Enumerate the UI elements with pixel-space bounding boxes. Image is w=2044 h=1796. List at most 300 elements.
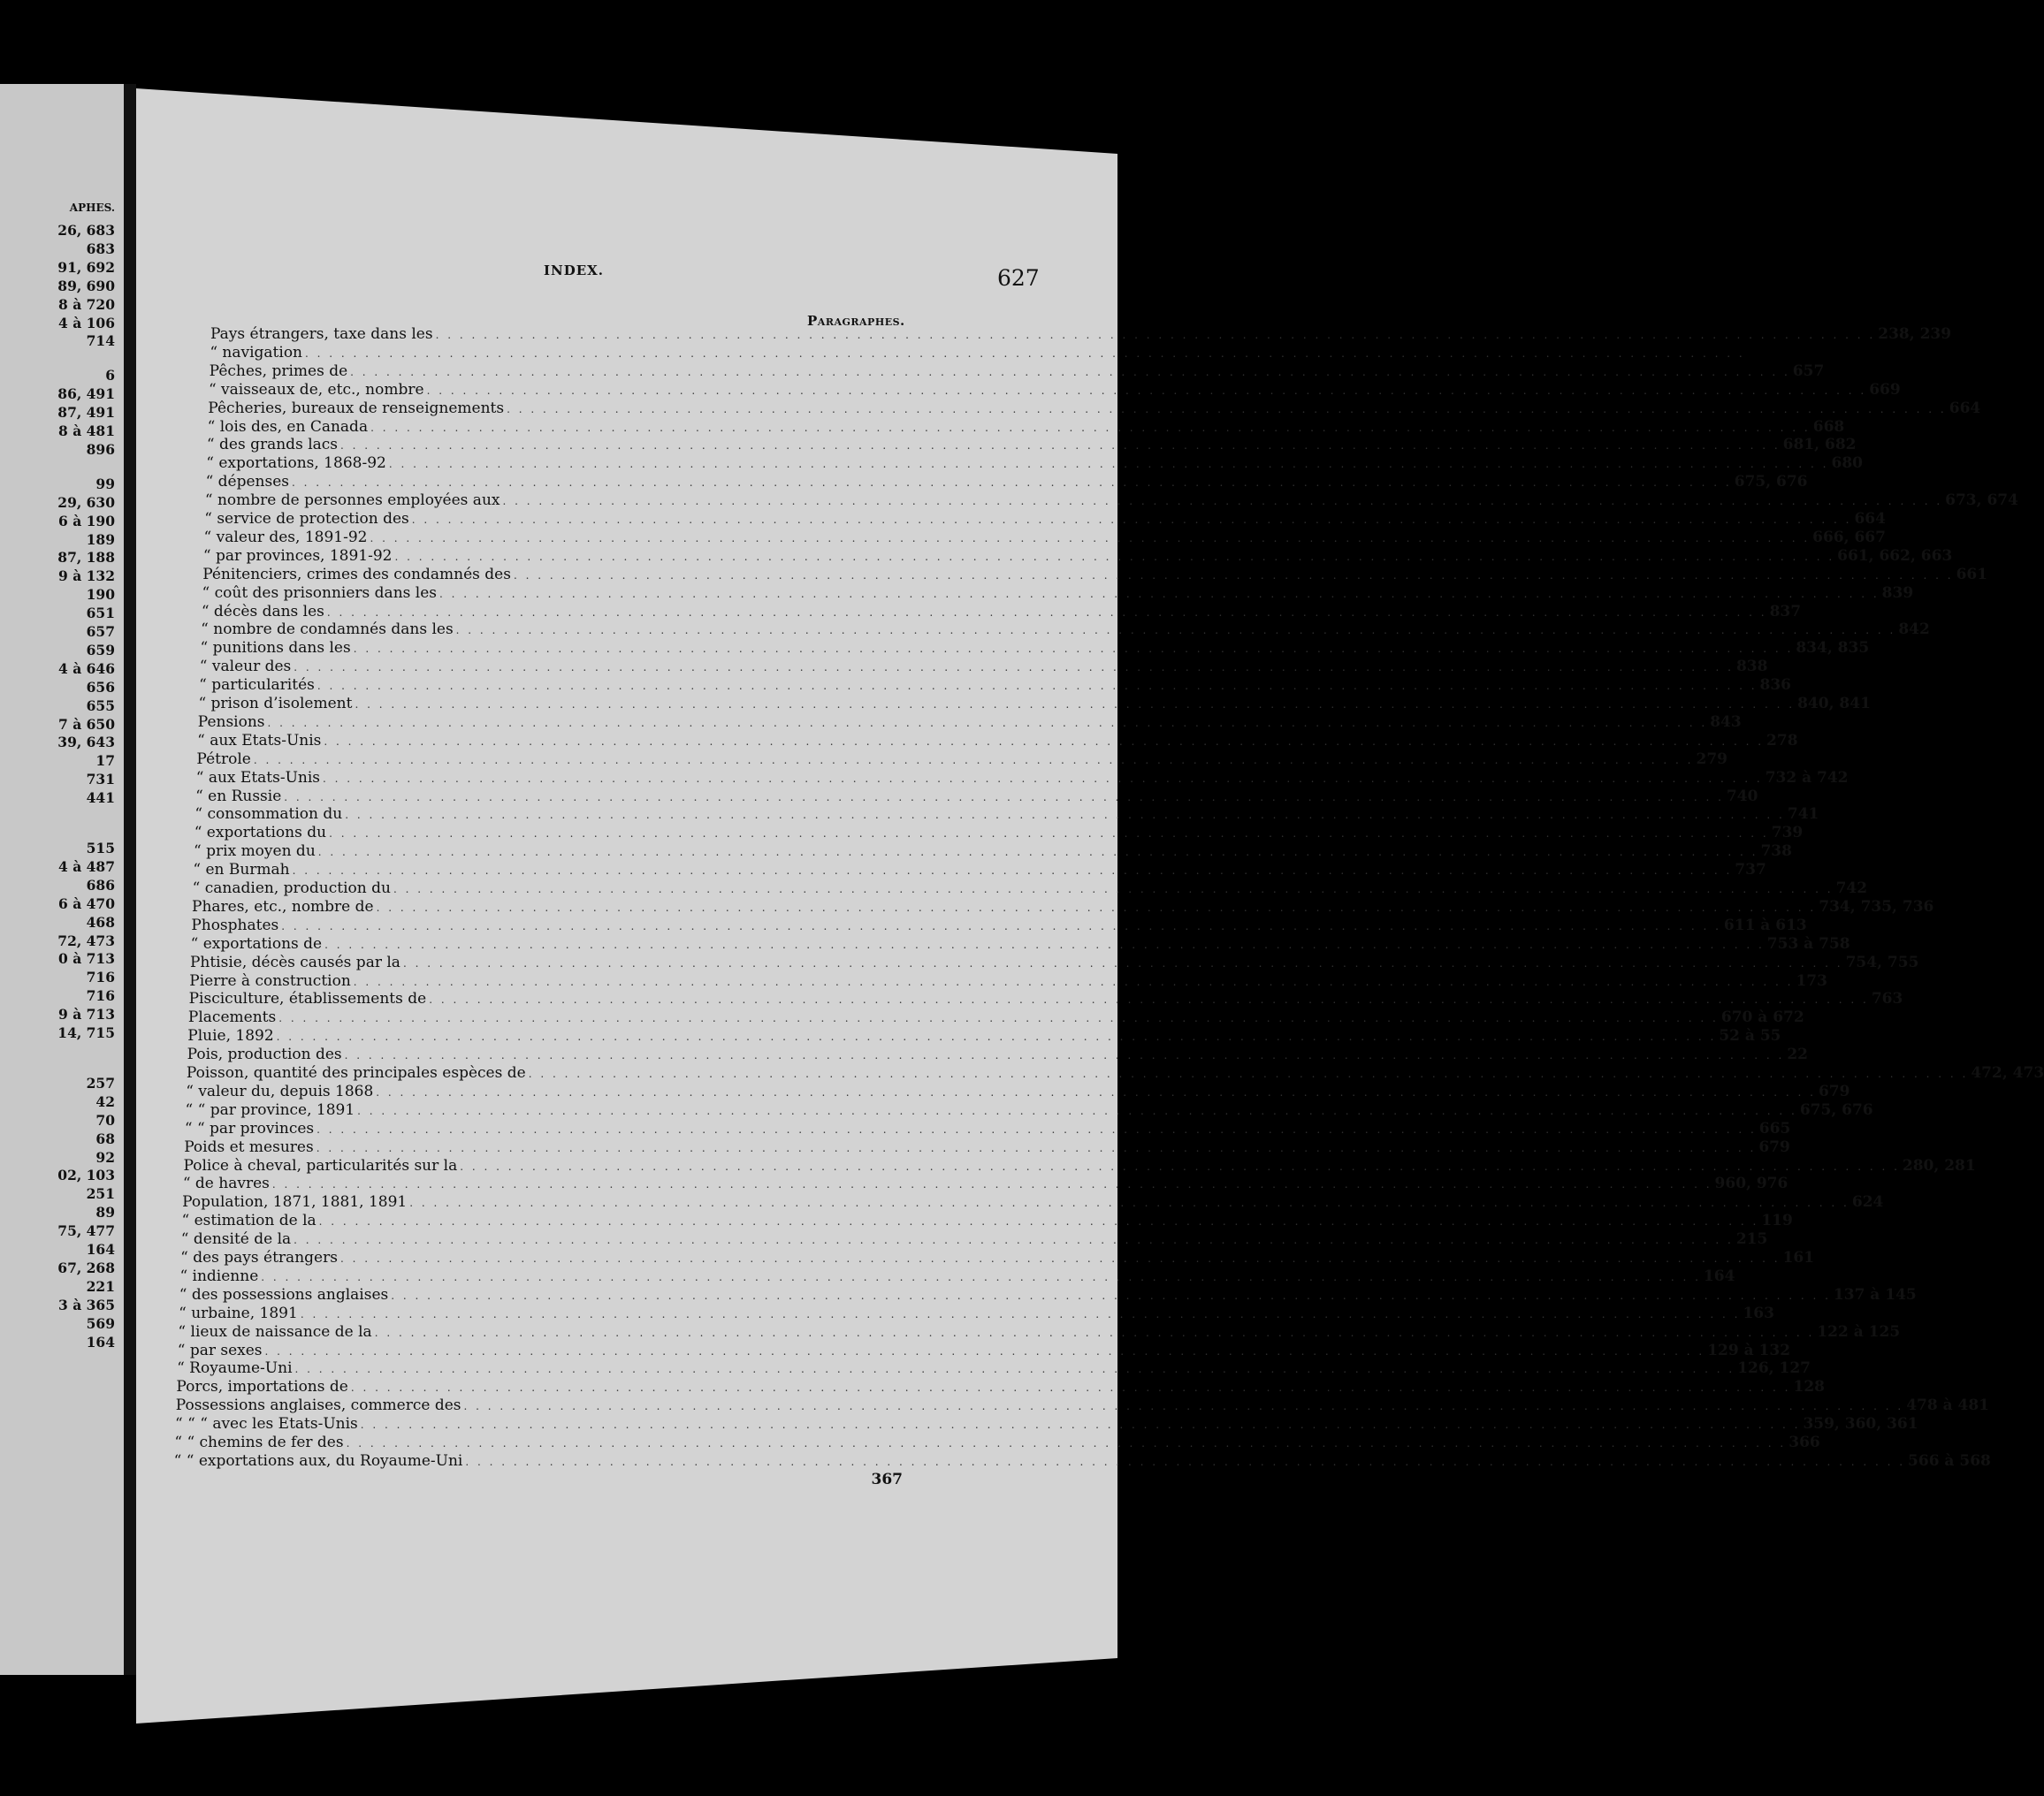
entry-text: “ urbaine, 1891 bbox=[179, 1304, 298, 1322]
entry-pages: 669 bbox=[1869, 380, 1901, 399]
index-entry bbox=[190, 934, 1850, 954]
entry-pages: 122 à 125 bbox=[1817, 1322, 1901, 1341]
entry-pages: 478 à 481 bbox=[1906, 1396, 1990, 1415]
facing-page-number: 731 bbox=[86, 771, 115, 788]
index-entry bbox=[201, 602, 1802, 621]
entry-text: “ des grands lacs bbox=[206, 436, 339, 454]
entry-text: “ valeur des bbox=[199, 658, 292, 676]
page-title: INDEX. bbox=[544, 263, 605, 278]
entry-pages: 126, 127 bbox=[1737, 1359, 1811, 1378]
leader-dots: . . . . . . . . . . . . . . . . . . . . . . . . . . . . . . . . . . . . . . . . . . . . . . . . . . . . . . . . . . . . . . . . . . . . . . . . . . . . . . . . . . . . . . . . . . . . . . . . . . . . . . . . . . . . . . . . . . . . . . . . bbox=[353, 643, 1794, 656]
index-entry bbox=[201, 620, 1930, 639]
entry-pages: 742 bbox=[1835, 879, 1868, 897]
entry-pages: 754, 755 bbox=[1845, 953, 1919, 971]
index-entry bbox=[205, 473, 1808, 491]
entry-text: “ consommation du bbox=[194, 805, 343, 824]
index-entry bbox=[199, 676, 1792, 695]
facing-page-number: 99 bbox=[95, 475, 115, 492]
entry-text: “ des possessions anglaises bbox=[179, 1285, 389, 1304]
facing-page-number: 87, 491 bbox=[57, 404, 115, 422]
entry-pages: 836 bbox=[1759, 676, 1792, 695]
facing-page-number: 75, 477 bbox=[57, 1222, 115, 1240]
entry-text: “ exportations du bbox=[194, 824, 327, 842]
index-entry bbox=[206, 454, 1863, 473]
facing-page-number: 896 bbox=[86, 440, 115, 458]
entry-text: “ par sexes bbox=[177, 1341, 263, 1359]
entry-pages: 675, 676 bbox=[1799, 1100, 1873, 1119]
leader-dots: . . . . . . . . . . . . . . . . . . . . . . . . . . . . . . . . . . . . . . . . . . . . . . . . . . . . . . . . . . . . . . . . . . . . . . . . . . . . . . . . . . . . . . . . . . . . . . . . . . . . . . . . . . . . . . . . . . . . . . . . bbox=[294, 1234, 1734, 1247]
index-entry bbox=[197, 712, 1742, 732]
facing-page-number: 221 bbox=[86, 1277, 115, 1295]
index-entry bbox=[207, 417, 1845, 437]
entry-pages: 173 bbox=[1796, 971, 1827, 990]
index-entry bbox=[187, 1008, 1804, 1027]
leader-dots: . . . . . . . . . . . . . . . . . . . . . . . . . . . . . . . . . . . . . . . . . . . . . . . . . . . . . . . . . . . . . . . . . . . . . . . . . . . . . . . . . . . . . . . . . . . . . . . . . . . . . . . . . . . . . . . . . . . . . . . . bbox=[294, 661, 1734, 674]
facing-page-number: 657 bbox=[86, 623, 115, 640]
index-entry bbox=[181, 1212, 1793, 1230]
index-entry bbox=[202, 565, 1988, 584]
leader-dots: . . . . . . . . . . . . . . . . . . . . . . . . . . . . . . . . . . . . . . . . . . . . . . . . . . . . . . . . . . . . . . . . . . . . . . . . . . . . . . . . . . . . . . . . . . . . . . . . . . . . . . . . . . . . . . . . . . . . . . . . bbox=[374, 1326, 1815, 1339]
leader-dots: . . . . . . . . . . . . . . . . . . . . . . . . . . . . . . . . . . . . . . . . . . . . . . . . . . . . . . . . . . . . . . . . . . . . . . . . . . . . . . . . . . . . . . . . . . . . . . . . . . . . . . . . . . . . . . . . . . . . . . . . bbox=[353, 975, 1794, 988]
entry-text: “ lieux de naissance de la bbox=[178, 1322, 372, 1341]
leader-dots: . . . . . . . . . . . . . . . . . . . . . . . . . . . . . . . . . . . . . . . . . . . . . . . . . . . . . . . . . . . . . . . . . . . . . . . . . . . . . . . . . . . . . . . . . . . . . . . . . . . . . . . . . . . . . . . . . . . . . . . . bbox=[460, 1160, 1900, 1173]
leader-dots: . . . . . . . . . . . . . . . . . . . . . . . . . . . . . . . . . . . . . . . . . . . . . . . . . . . . . . . . . . . . . . . . . . . . . . . . . . . . . . . . . . . . . . . . . . . . . . . . . . . . . . . . . . . . . . . . . . . . . . . . bbox=[292, 864, 1733, 878]
facing-page-number: 683 bbox=[86, 240, 115, 257]
entry-pages: 624 bbox=[1851, 1193, 1884, 1212]
leader-dots: . . . . . . . . . . . . . . . . . . . . . . . . . . . . . . . . . . . . . . . . . . . . . . . . . . . . . . . . . . . . . . . . . . . . . . . . . . . . . . . . . . . . . . . . . . . . . . . . . . . . . . . . . . . . . . . . . . . . . . . . bbox=[346, 1437, 1787, 1450]
entry-text: Pois, production des bbox=[187, 1046, 342, 1064]
index-entry bbox=[194, 805, 1819, 824]
facing-page-number: 686 bbox=[86, 876, 115, 894]
entry-text: “ “ chemins de fer des bbox=[174, 1434, 344, 1451]
entry-text: Possessions anglaises, commerce des bbox=[175, 1396, 461, 1415]
index-entry bbox=[199, 658, 1768, 676]
index-entry bbox=[184, 1138, 1790, 1157]
facing-page-number: 189 bbox=[86, 530, 115, 548]
entry-text: Pierre à construction bbox=[189, 971, 351, 990]
entry-text: “ estimation de la bbox=[181, 1212, 317, 1230]
leader-dots: . . . . . . . . . . . . . . . . . . . . . . . . . . . . . . . . . . . . . . . . . . . . . . . . . . . . . . . . . . . . . . . . . . . . . . . . . . . . . . . . . . . . . . . . . . . . . . . . . . . . . . . . . . . . . . . . . . . . . . . . bbox=[345, 809, 1785, 822]
entry-pages: 670 à 672 bbox=[1720, 1008, 1804, 1027]
entry-pages: 163 bbox=[1743, 1304, 1774, 1322]
facing-page-number: 651 bbox=[86, 605, 115, 622]
entry-pages: 611 à 613 bbox=[1723, 916, 1807, 934]
entry-pages: 740 bbox=[1726, 787, 1758, 805]
entry-text: “ en Russie bbox=[195, 787, 282, 805]
index-entry bbox=[179, 1267, 1735, 1286]
index-entry bbox=[202, 583, 1914, 603]
entry-pages: 472, 473 bbox=[1971, 1064, 2044, 1082]
index-entry bbox=[195, 768, 1849, 788]
leader-dots: . . . . . . . . . . . . . . . . . . . . . . . . . . . . . . . . . . . . . . . . . . . . . . . . . . . . . . . . . . . . . . . . . . . . . . . . . . . . . . . . . . . . . . . . . . . . . . . . . . . . . . . . . . . . . . . . . . . . . . . . bbox=[360, 1419, 1801, 1432]
leader-dots: . . . . . . . . . . . . . . . . . . . . . . . . . . . . . . . . . . . . . . . . . . . . . . . . . . . . . . . . . . . . . . . . . . . . . . . . . . . . . . . . . . . . . . . . . . . . . . . . . . . . . . . . . . . . . . . . . . . . . . . . bbox=[376, 1085, 1816, 1099]
facing-page-number: 8 à 481 bbox=[58, 422, 115, 439]
index-entry bbox=[186, 1082, 1850, 1101]
entry-text: “ valeur du, depuis 1868 bbox=[186, 1082, 374, 1100]
entry-pages: 52 à 55 bbox=[1719, 1027, 1781, 1046]
leader-dots: . . . . . . . . . . . . . . . . . . . . . . . . . . . . . . . . . . . . . . . . . . . . . . . . . . . . . . . . . . . . . . . . . . . . . . . . . . . . . . . . . . . . . . . . . . . . . . . . . . . . . . . . . . . . . . . . . . . . . . . . bbox=[350, 365, 1790, 378]
leader-dots: . . . . . . . . . . . . . . . . . . . . . . . . . . . . . . . . . . . . . . . . . . . . . . . . . . . . . . . . . . . . . . . . . . . . . . . . . . . . . . . . . . . . . . . . . . . . . . . . . . . . . . . . . . . . . . . . . . . . . . . . bbox=[340, 439, 1781, 453]
index-entry bbox=[210, 325, 1952, 344]
leader-dots: . . . . . . . . . . . . . . . . . . . . . . . . . . . . . . . . . . . . . . . . . . . . . . . . . . . . . . . . . . . . . . . . . . . . . . . . . . . . . . . . . . . . . . . . . . . . . . . . . . . . . . . . . . . . . . . . . . . . . . . . bbox=[264, 1344, 1705, 1358]
leader-dots: . . . . . . . . . . . . . . . . . . . . . . . . . . . . . . . . . . . . . . . . . . . . . . . . . . . . . . . . . . . . . . . . . . . . . . . . . . . . . . . . . . . . . . . . . . . . . . . . . . . . . . . . . . . . . . . . . . . . . . . . bbox=[370, 531, 1811, 544]
index-entry bbox=[194, 842, 1792, 861]
index-entry bbox=[177, 1341, 1791, 1360]
entry-pages: 753 à 758 bbox=[1766, 934, 1850, 953]
facing-page-number: 190 bbox=[86, 586, 115, 604]
leader-dots: . . . . . . . . . . . . . . . . . . . . . . . . . . . . . . . . . . . . . . . . . . . . . . . . . . . . . . . . . . . . . . . . . . . . . . . . . . . . . . . . . . . . . . . . . . . . . . . . . . . . . . . . . . . . . . . . . . . . . . . . bbox=[393, 883, 1834, 895]
entry-text: “ “ “ avec les Etats-Unis bbox=[175, 1415, 358, 1434]
index-entry bbox=[175, 1396, 1990, 1415]
entry-pages: 164 bbox=[1703, 1267, 1735, 1285]
entry-pages: 661, 662, 663 bbox=[1837, 546, 1953, 565]
facing-page-number: 569 bbox=[86, 1314, 115, 1332]
facing-page-number: 91, 692 bbox=[57, 258, 115, 276]
entry-pages: 137 à 145 bbox=[1833, 1285, 1917, 1304]
index-entry bbox=[174, 1434, 1820, 1452]
index-entry bbox=[177, 1359, 1811, 1378]
entry-pages: 119 bbox=[1761, 1212, 1793, 1230]
entry-text: “ coût des prisonniers dans les bbox=[202, 583, 437, 602]
facing-page-number: 257 bbox=[86, 1074, 115, 1092]
leader-dots: . . . . . . . . . . . . . . . . . . . . . . . . . . . . . . . . . . . . . . . . . . . . . . . . . . . . . . . . . . . . . . . . . . . . . . . . . . . . . . . . . . . . . . . . . . . . . . . . . . . . . . . . . . . . . . . . . . . . . . . . bbox=[253, 753, 1694, 766]
index-entry bbox=[173, 1471, 903, 1489]
entry-pages: 238, 239 bbox=[1878, 325, 1952, 343]
entry-text: “ indienne bbox=[179, 1267, 259, 1285]
facing-page-number: 92 bbox=[95, 1148, 115, 1166]
entry-pages: 834, 835 bbox=[1796, 639, 1870, 658]
index-entry bbox=[187, 1046, 1808, 1064]
entry-pages: 839 bbox=[1881, 583, 1914, 602]
leader-dots: . . . . . . . . . . . . . . . . . . . . . . . . . . . . . . . . . . . . . . . . . . . . . . . . . . . . . . . . . . . . . . . . . . . . . . . . . . . . . . . . . . . . . . . . . . . . . . . . . . . . . . . . . . . . . . . . . . . . . . . . bbox=[388, 458, 1829, 471]
facing-page-number: 659 bbox=[86, 641, 115, 658]
index-entry bbox=[173, 1451, 1991, 1471]
index-entry bbox=[193, 861, 1766, 879]
entry-pages: 666, 667 bbox=[1812, 528, 1886, 546]
facing-page-number: 4 à 106 bbox=[58, 314, 115, 331]
entry-pages: 661 bbox=[1956, 565, 1988, 583]
entry-text: Pays étrangers, taxe dans les bbox=[210, 325, 433, 343]
index-entry bbox=[180, 1249, 1815, 1267]
facing-page-number: 9 à 132 bbox=[58, 567, 115, 585]
entry-text: “ de havres bbox=[182, 1175, 270, 1193]
column-heading: Paragraphes. bbox=[807, 313, 905, 329]
entry-pages: 566 à 568 bbox=[1908, 1451, 1991, 1470]
entry-text: “ aux Etats-Unis bbox=[197, 731, 322, 750]
entry-text: Phares, etc., nombre de bbox=[192, 897, 374, 916]
entry-pages: 732 à 742 bbox=[1765, 768, 1849, 787]
facing-page-number: 251 bbox=[86, 1185, 115, 1203]
facing-page-number: 441 bbox=[86, 789, 115, 807]
entry-pages: 741 bbox=[1787, 805, 1819, 824]
facing-page-number: 72, 473 bbox=[57, 932, 115, 949]
index-entry bbox=[204, 510, 1886, 529]
leader-dots: . . . . . . . . . . . . . . . . . . . . . . . . . . . . . . . . . . . . . . . . . . . . . . . . . . . . . . . . . . . . . . . . . . . . . . . . . . . . . . . . . . . . . . . . . . . . . . . . . . . . . . . . . . . . . . . . . . . . . . . . bbox=[317, 846, 1758, 859]
index-entry bbox=[178, 1322, 1901, 1342]
leader-dots: . . . . . . . . . . . . . . . . . . . . . . . . . . . . . . . . . . . . . . . . . . . . . . . . . . . . . . . . . . . . . . . . . . . . . . . . . . . . . . . . . . . . . . . . . . . . . . . . . . . . . . . . . . . . . . . . . . . . . . . . bbox=[329, 827, 1769, 841]
index-entry bbox=[210, 343, 1745, 362]
entry-text: “ en Burmah bbox=[193, 861, 290, 879]
entry-pages: 22 bbox=[1787, 1046, 1808, 1064]
leader-dots: . . . . . . . . . . . . . . . . . . . . . . . . . . . . . . . . . . . . . . . . . . . . . . . . . . . . . . . . . . . . . . . . . . . . . . . . . . . . . . . . . . . . . . . . . . . . . . . . . . . . . . . . . . . . . . . . . . . . . . . . bbox=[316, 1141, 1757, 1154]
entry-pages: 837 bbox=[1769, 602, 1802, 620]
entry-text: Pluie, 1892 bbox=[187, 1027, 274, 1046]
index-entry bbox=[175, 1415, 1918, 1434]
leader-dots: . . . . . . . . . . . . . . . . . . . . . . . . . . . . . . . . . . . . . . . . . . . . . . . . . . . . . . . . . . . . . . . . . . . . . . . . . . . . . . . . . . . . . . . . . . . . . . . . . . . . . . . . . . . . . . . . . . . . . . . . bbox=[350, 1381, 1791, 1395]
entry-pages: 278 bbox=[1766, 731, 1798, 750]
leader-dots: . . . . . . . . . . . . . . . . . . . . . . . . . . . . . . . . . . . . . . . . . . . . . . . . . . . . . . . . . . . . . . . . . . . . . . . . . . . . . . . . . . . . . . . . . . . . . . . . . . . . . . . . . . . . . . . . . . . . . . . . bbox=[276, 1031, 1717, 1044]
leader-dots: . . . . . . . . . . . . . . . . . . . . . . . . . . . . . . . . . . . . . . . . . . . . . . . . . . . . . . . . . . . . . . . . . . . . . . . . . . . . . . . . . . . . . . . . . . . . . . . . . . . . . . . . . . . . . . . . . . . . . . . . bbox=[439, 587, 1880, 600]
entry-pages: 367 bbox=[871, 1470, 903, 1488]
index-entry bbox=[182, 1193, 1884, 1212]
facing-page-number: 67, 268 bbox=[57, 1259, 115, 1276]
leader-dots: . . . . . . . . . . . . . . . . . . . . . . . . . . . . . . . . . . . . . . . . . . . . . . . . . . . . . . . . . . . . . . . . . . . . . . . . . . . . . . . . . . . . . . . . . . . . . . . . . . . . . . . . . . . . . . . . . . . . . . . . bbox=[376, 901, 1817, 914]
leader-dots: . . . . . . . . . . . . . . . . . . . . . . . . . . . . . . . . . . . . . . . . . . . . . . . . . . . . . . . . . . . . . . . . . . . . . . . . . . . . . . . . . . . . . . . . . . . . . . . . . . . . . . . . . . . . . . . . . . . . . . . . bbox=[455, 624, 1896, 637]
index-entry bbox=[204, 491, 2018, 510]
index-entry bbox=[180, 1230, 1768, 1249]
entry-text: “ prix moyen du bbox=[194, 842, 316, 861]
leader-dots: . . . . . . . . . . . . . . . . . . . . . . . . . . . . . . . . . . . . . . . . . . . . . . . . . . . . . . . . . . . . . . . . . . . . . . . . . . . . . . . . . . . . . . . . . . . . . . . . . . . . . . . . . . . . . . . . . . . . . . . . bbox=[326, 605, 1767, 619]
leader-dots: . . . . . . . . . . . . . . . . . . . . . . . . . . . . . . . . . . . . . . . . . . . . . . . . . . . . . . . . . . . . . . . . . . . . . . . . . . . . . . . . . . . . . . . . . . . . . . . . . . . . . . . . . . . . . . . . . . . . . . . . bbox=[294, 1363, 1735, 1376]
facing-page-number: 656 bbox=[86, 678, 115, 696]
entry-pages: 763 bbox=[1871, 990, 1903, 1008]
entry-pages: 681, 682 bbox=[1782, 436, 1857, 454]
leader-dots: . . . . . . . . . . . . . . . . . . . . . . . . . . . . . . . . . . . . . . . . . . . . . . . . . . . . . . . . . . . . . . . . . . . . . . . . . . . . . . . . . . . . . . . . . . . . . . . . . . . . . . . . . . . . . . . . . . . . . . . . bbox=[323, 772, 1763, 785]
facing-page-number: 7 à 650 bbox=[58, 715, 115, 733]
index-entry bbox=[176, 1378, 1825, 1396]
entry-text: Pêches, primes de bbox=[209, 361, 348, 380]
facing-page-number: 89 bbox=[95, 1204, 115, 1221]
leader-dots: . . . . . . . . . . . . . . . . . . . . . . . . . . . . . . . . . . . . . . . . . . . . . . . . . . . . . . . . . . . . . . . . . . . . . . . . . . . . . . . . . . . . . . . . . . . . . . . . . . . . . . . . . . . . . . . . . . . . . . . . bbox=[513, 568, 1954, 582]
index-entry bbox=[182, 1175, 1788, 1193]
facing-page-number: 4 à 487 bbox=[58, 857, 115, 875]
entry-pages: 842 bbox=[1898, 620, 1930, 639]
entry-text: “ punitions dans les bbox=[200, 639, 351, 658]
leader-dots: . . . . . . . . . . . . . . . . . . . . . . . . . . . . . . . . . . . . . . . . . . . . . . . . . . . . . . . . . . . . . . . . . . . . . . . . . . . . . . . . . . . . . . . . . . . . . . . . . . . . . . . . . . . . . . . . . . . . . . . . bbox=[502, 495, 1943, 508]
leader-dots: . . . . . . . . . . . . . . . . . . . . . . . . . . . . . . . . . . . . . . . . . . . . . . . . . . . . . . . . . . . . . . . . . . . . . . . . . . . . . . . . . . . . . . . . . . . . . . . . . . . . . . . . . . . . . . . . . . . . . . . . bbox=[305, 346, 1745, 360]
entry-text: “ navigation bbox=[210, 343, 303, 361]
index-entry bbox=[209, 361, 1825, 381]
index-entry bbox=[203, 528, 1886, 547]
facing-page-number: 515 bbox=[86, 840, 115, 856]
index-entry bbox=[192, 879, 1868, 898]
entry-text: “ nombre de personnes employées aux bbox=[204, 491, 500, 510]
facing-page-number: 29, 630 bbox=[57, 493, 115, 511]
entry-pages: 664 bbox=[1854, 510, 1886, 528]
facing-page-number: 26, 683 bbox=[57, 222, 115, 239]
entry-text: Population, 1871, 1881, 1891 bbox=[182, 1193, 408, 1212]
facing-page-number: 02, 103 bbox=[57, 1167, 115, 1184]
leader-dots: . . . . . . . . . . . . . . . . . . . . . . . . . . . . . . . . . . . . . . . . . . . . . . . . . . . . . . . . . . . . . . . . . . . . . . . . . . . . . . . . . . . . . . . . . . . . . . . . . . . . . . . . . . . . . . . . . . . . . . . . bbox=[281, 919, 1721, 932]
entry-pages: 675, 676 bbox=[1734, 473, 1808, 491]
entry-text: “ par provinces, 1891-92 bbox=[202, 546, 393, 565]
index-entry bbox=[192, 897, 1934, 917]
leader-dots: . . . . . . . . . . . . . . . . . . . . . . . . . . . . . . . . . . . . . . . . . . . . . . . . . . . . . . . . . . . . . . . . . . . . . . . . . . . . . . . . . . . . . . . . . . . . . . . . . . . . . . . . . . . . . . . . . . . . . . . . bbox=[409, 1197, 1850, 1210]
leader-dots: . . . . . . . . . . . . . . . . . . . . . . . . . . . . . . . . . . . . . . . . . . . . . . . . . . . . . . . . . . . . . . . . . . . . . . . . . . . . . . . . . . . . . . . . . . . . . . . . . . . . . . . . . . . . . . . . . . . . . . . . bbox=[435, 329, 1876, 341]
index-entry bbox=[188, 990, 1903, 1008]
entry-text: “ valeur des, 1891-92 bbox=[203, 528, 368, 546]
facing-page-number: 716 bbox=[86, 969, 115, 986]
leader-dots: . . . . . . . . . . . . . . . . . . . . . . . . . . . . . . . . . . . . . . . . . . . . . . . . . . . . . . . . . . . . . . . . . . . . . . . . . . . . . . . . . . . . . . . . . . . . . . . . . . . . . . . . . . . . . . . . . . . . . . . . bbox=[267, 716, 1708, 729]
entry-text: “ aux Etats-Unis bbox=[195, 768, 321, 787]
facing-page-number: 3 à 365 bbox=[58, 1296, 115, 1313]
facing-page-number: 164 bbox=[86, 1333, 115, 1351]
entry-pages: 657 bbox=[1792, 361, 1825, 380]
entry-text: “ décès dans les bbox=[201, 602, 324, 620]
entry-text: “ exportations, 1868-92 bbox=[206, 454, 386, 473]
entry-text: Phtisie, décès causés par la bbox=[189, 953, 400, 971]
leader-dots: . . . . . . . . . . . . . . . . . . . . . . . . . . . . . . . . . . . . . . . . . . . . . . . . . . . . . . . . . . . . . . . . . . . . . . . . . . . . . . . . . . . . . . . . . . . . . . . . . . . . . . . . . . . . . . . . . . . . . . . . bbox=[357, 1104, 1797, 1117]
entry-text: “ des pays étrangers bbox=[180, 1249, 338, 1267]
index-entry bbox=[179, 1304, 1774, 1323]
index-entry bbox=[198, 695, 1871, 713]
index-entry bbox=[189, 971, 1827, 991]
facing-page-number: 0 à 713 bbox=[58, 950, 115, 968]
facing-page-number: 716 bbox=[86, 987, 115, 1005]
facing-page-number: 714 bbox=[86, 332, 115, 350]
page-number: 627 bbox=[997, 265, 1040, 291]
entry-text: “ prison d’isolement bbox=[198, 695, 353, 712]
facing-page-number: 42 bbox=[95, 1092, 115, 1110]
entry-pages: 840, 841 bbox=[1797, 695, 1871, 712]
entry-text: “ densité de la bbox=[180, 1230, 292, 1249]
leader-dots: . . . . . . . . . . . . . . . . . . . . . . . . . . . . . . . . . . . . . . . . . . . . . . . . . . . . . . . . . . . . . . . . . . . . . . . . . . . . . . . . . . . . . . . . . . . . . . . . . . . . . . . . . . . . . . . . . . . . . . . . bbox=[391, 1289, 1831, 1302]
entry-pages: 679 bbox=[1758, 1138, 1790, 1156]
entry-pages: 679 bbox=[1818, 1082, 1850, 1100]
index-entry bbox=[194, 824, 1804, 842]
entry-text: Pisciculture, établissements de bbox=[188, 990, 427, 1008]
facing-page-number: 6 bbox=[105, 367, 115, 384]
entry-text: “ lois des, en Canada bbox=[207, 417, 369, 436]
facing-page-number: 4 à 646 bbox=[58, 659, 115, 677]
entry-text: “ Royaume-Uni bbox=[177, 1359, 293, 1378]
leader-dots: . . . . . . . . . . . . . . . . . . . . . . . . . . . . . . . . . . . . . . . . . . . . . . . . . . . . . . . . . . . . . . . . . . . . . . . . . . . . . . . . . . . . . . . . . . . . . . . . . . . . . . . . . . . . . . . . . . . . . . . . bbox=[355, 698, 1796, 711]
facing-page-number: 70 bbox=[95, 1111, 115, 1129]
facing-page-number: 164 bbox=[86, 1241, 115, 1258]
facing-page-number: 17 bbox=[95, 752, 115, 770]
index-entry bbox=[202, 546, 1953, 566]
leader-dots: . . . . . . . . . . . . . . . . . . . . . . . . . . . . . . . . . . . . . . . . . . . . . . . . . . . . . . . . . . . . . . . . . . . . . . . . . . . . . . . . . . . . . . . . . . . . . . . . . . . . . . . . . . . . . . . . . . . . . . . . bbox=[324, 938, 1765, 951]
leader-dots: . . . . . . . . . . . . . . . . . . . . . . . . . . . . . . . . . . . . . . . . . . . . . . . . . . . . . . . . . . . . . . . . . . . . . . . . . . . . . . . . . . . . . . . . . . . . . . . . . . . . . . . . . . . . . . . . . . . . . . . . bbox=[261, 1270, 1701, 1283]
entry-pages: 843 bbox=[1710, 712, 1742, 731]
entry-text: “ “ par provinces bbox=[184, 1119, 315, 1138]
facing-page-number: 14, 715 bbox=[57, 1024, 115, 1041]
leader-dots: . . . . . . . . . . . . . . . . . . . . . . . . . . . . . . . . . . . . . . . . . . . . . . . . . . . . . . . . . . . . . . . . . . . . . . . . . . . . . . . . . . . . . . . . . . . . . . . . . . . . . . . . . . . . . . . . . . . . . . . . bbox=[507, 402, 1947, 415]
entry-text: “ “ exportations aux, du Royaume-Uni bbox=[173, 1451, 463, 1470]
index-entry bbox=[206, 436, 1857, 454]
entry-text: Poisson, quantité des principales espèces de bbox=[186, 1064, 526, 1082]
leader-dots: . . . . . . . . . . . . . . . . . . . . . . . . . . . . . . . . . . . . . . . . . . . . . . . . . . . . . . . . . . . . . . . . . . . . . . . . . . . . . . . . . . . . . . . . . . . . . . . . . . . . . . . . . . . . . . . . . . . . . . . . bbox=[370, 421, 1811, 434]
entry-text: “ canadien, production du bbox=[192, 879, 391, 897]
leader-dots: . . . . . . . . . . . . . . . . . . . . . . . . . . . . . . . . . . . . . . . . . . . . . . . . . . . . . . . . . . . . . . . . . . . . . . . . . . . . . . . . . . . . . . . . . . . . . . . . . . . . . . . . . . . . . . . . . . . . . . . . bbox=[324, 734, 1765, 748]
entry-text: “ nombre de condamnés dans les bbox=[201, 620, 454, 639]
facing-page-number: 68 bbox=[95, 1130, 115, 1147]
leader-dots: . . . . . . . . . . . . . . . . . . . . . . . . . . . . . . . . . . . . . . . . . . . . . . . . . . . . . . . . . . . . . . . . . . . . . . . . . . . . . . . . . . . . . . . . . . . . . . . . . . . . . . . . . . . . . . . . . . . . . . . . bbox=[318, 1215, 1759, 1229]
leader-dots: . . . . . . . . . . . . . . . . . . . . . . . . . . . . . . . . . . . . . . . . . . . . . . . . . . . . . . . . . . . . . . . . . . . . . . . . . . . . . . . . . . . . . . . . . . . . . . . . . . . . . . . . . . . . . . . . . . . . . . . . bbox=[411, 514, 1852, 526]
facing-page-number: 39, 643 bbox=[57, 734, 115, 751]
entry-pages: 664 bbox=[1949, 399, 1981, 417]
leader-dots: . . . . . . . . . . . . . . . . . . . . . . . . . . . . . . . . . . . . . . . . . . . . . . . . . . . . . . . . . . . . . . . . . . . . . . . . . . . . . . . . . . . . . . . . . . . . . . . . . . . . . . . . . . . . . . . . . . . . . . . . bbox=[317, 1122, 1757, 1136]
leader-dots: . . . . . . . . . . . . . . . . . . . . . . . . . . . . . . . . . . . . . . . . . . . . . . . . . . . . . . . . . . . . . . . . . . . . . . . . . . . . . . . . . . . . . . . . . . . . . . . . . . . . . . . . . . . . . . . . . . . . . . . . bbox=[465, 1455, 1906, 1468]
entry-pages: 161 bbox=[1782, 1249, 1815, 1267]
leader-dots: . . . . . . . . . . . . . . . . . . . . . . . . . . . . . . . . . . . . . . . . . . . . . . . . . . . . . . . . . . . . . . . . . . . . . . . . . . . . . . . . . . . . . . . . . . . . . . . . . . . . . . . . . . . . . . . . . . . . . . . . bbox=[284, 790, 1724, 803]
facing-page-number: 655 bbox=[86, 696, 115, 714]
entry-text: Poids et mesures bbox=[184, 1138, 314, 1156]
index-entry bbox=[183, 1156, 1976, 1176]
facing-page-number: 6 à 470 bbox=[58, 894, 115, 912]
entry-pages: 359, 360, 361 bbox=[1803, 1415, 1918, 1434]
index-entry bbox=[196, 750, 1727, 769]
leader-dots: . . . . . . . . . . . . . . . . . . . . . . . . . . . . . . . . . . . . . . . . . . . . . . . . . . . . . . . . . . . . . . . . . . . . . . . . . . . . . . . . . . . . . . . . . . . . . . . . . . . . . . . . . . . . . . . . . . . . . . . . bbox=[292, 476, 1732, 490]
entry-pages: 737 bbox=[1735, 861, 1766, 879]
facing-page-number: 8 à 720 bbox=[58, 295, 115, 313]
entry-pages: 366 bbox=[1788, 1434, 1820, 1451]
entry-text: “ “ par province, 1891 bbox=[185, 1100, 355, 1119]
index-entry bbox=[208, 380, 1901, 400]
facing-page-number: 9 à 713 bbox=[58, 1006, 115, 1024]
facing-page-number: 468 bbox=[86, 913, 115, 931]
book-gutter bbox=[124, 84, 136, 1675]
facing-page-number: 6 à 190 bbox=[58, 512, 115, 529]
index-entry bbox=[179, 1285, 1917, 1305]
entry-text: “ vaisseaux de, etc., nombre bbox=[208, 380, 424, 399]
entry-text: Police à cheval, particularités sur la bbox=[183, 1156, 458, 1175]
entry-pages: 673, 674 bbox=[1945, 491, 2018, 510]
index-entry bbox=[186, 1064, 2044, 1083]
leader-dots: . . . . . . . . . . . . . . . . . . . . . . . . . . . . . . . . . . . . . . . . . . . . . . . . . . . . . . . . . . . . . . . . . . . . . . . . . . . . . . . . . . . . . . . . . . . . . . . . . . . . . . . . . . . . . . . . . . . . . . . . bbox=[317, 680, 1758, 693]
entry-pages: 280, 281 bbox=[1902, 1156, 1976, 1175]
entry-pages: 738 bbox=[1760, 842, 1792, 861]
index-entry bbox=[208, 399, 1981, 418]
entry-text: Pensions bbox=[197, 712, 265, 731]
entry-text: Placements bbox=[187, 1008, 277, 1027]
entry-pages: 128 bbox=[1793, 1378, 1825, 1396]
entry-pages: 129 à 132 bbox=[1707, 1341, 1791, 1359]
entry-text: Porcs, importations de bbox=[176, 1378, 348, 1396]
leader-dots: . . . . . . . . . . . . . . . . . . . . . . . . . . . . . . . . . . . . . . . . . . . . . . . . . . . . . . . . . . . . . . . . . . . . . . . . . . . . . . . . . . . . . . . . . . . . . . . . . . . . . . . . . . . . . . . . . . . . . . . . bbox=[278, 1012, 1719, 1025]
entry-pages: 665 bbox=[1758, 1119, 1791, 1138]
facing-page-number: 89, 690 bbox=[57, 277, 115, 294]
entry-pages: 680 bbox=[1831, 454, 1863, 473]
leader-dots: . . . . . . . . . . . . . . . . . . . . . . . . . . . . . . . . . . . . . . . . . . . . . . . . . . . . . . . . . . . . . . . . . . . . . . . . . . . . . . . . . . . . . . . . . . . . . . . . . . . . . . . . . . . . . . . . . . . . . . . . bbox=[339, 1252, 1781, 1265]
index-entry bbox=[185, 1100, 1873, 1120]
entry-pages: 279 bbox=[1696, 750, 1727, 768]
entry-pages: 734, 735, 736 bbox=[1819, 897, 1934, 916]
leader-dots: . . . . . . . . . . . . . . . . . . . . . . . . . . . . . . . . . . . . . . . . . . . . . . . . . . . . . . . . . . . . . . . . . . . . . . . . . . . . . . . . . . . . . . . . . . . . . . . . . . . . . . . . . . . . . . . . . . . . . . . . bbox=[426, 384, 1867, 397]
entry-pages: 668 bbox=[1812, 417, 1845, 436]
entry-pages: 960, 976 bbox=[1714, 1175, 1788, 1193]
facing-page-number: 86, 491 bbox=[57, 385, 115, 403]
leader-dots: . . . . . . . . . . . . . . . . . . . . . . . . . . . . . . . . . . . . . . . . . . . . . . . . . . . . . . . . . . . . . . . . . . . . . . . . . . . . . . . . . . . . . . . . . . . . . . . . . . . . . . . . . . . . . . . . . . . . . . . . bbox=[300, 1307, 1741, 1320]
leader-dots: . . . . . . . . . . . . . . . . . . . . . . . . . . . . . . . . . . . . . . . . . . . . . . . . . . . . . . . . . . . . . . . . . . . . . . . . . . . . . . . . . . . . . . . . . . . . . . . . . . . . . . . . . . . . . . . . . . . . . . . . bbox=[394, 550, 1835, 563]
index-entry bbox=[191, 916, 1807, 935]
entry-text: Pétrole bbox=[196, 750, 251, 768]
entry-pages: 838 bbox=[1735, 658, 1768, 676]
index-entry bbox=[200, 639, 1870, 658]
entry-text: “ service de protection des bbox=[204, 510, 409, 528]
index-entry bbox=[187, 1027, 1781, 1046]
entry-text: “ dépenses bbox=[205, 473, 290, 491]
leader-dots: . . . . . . . . . . . . . . . . . . . . . . . . . . . . . . . . . . . . . . . . . . . . . . . . . . . . . . . . . . . . . . . . . . . . . . . . . . . . . . . . . . . . . . . . . . . . . . . . . . . . . . . . . . . . . . . . . . . . . . . . bbox=[402, 956, 1843, 970]
entry-text: Phosphates bbox=[191, 916, 279, 934]
entry-text: “ exportations de bbox=[190, 934, 323, 953]
entry-text: Pêcheries, bureaux de renseignements bbox=[208, 399, 505, 417]
entry-text: “ particularités bbox=[199, 676, 315, 695]
index-entry bbox=[197, 731, 1798, 750]
facing-page-number: 87, 188 bbox=[57, 549, 115, 567]
entry-pages: 215 bbox=[1735, 1230, 1768, 1249]
leader-dots: . . . . . . . . . . . . . . . . . . . . . . . . . . . . . . . . . . . . . . . . . . . . . . . . . . . . . . . . . . . . . . . . . . . . . . . . . . . . . . . . . . . . . . . . . . . . . . . . . . . . . . . . . . . . . . . . . . . . . . . . bbox=[463, 1400, 1904, 1413]
